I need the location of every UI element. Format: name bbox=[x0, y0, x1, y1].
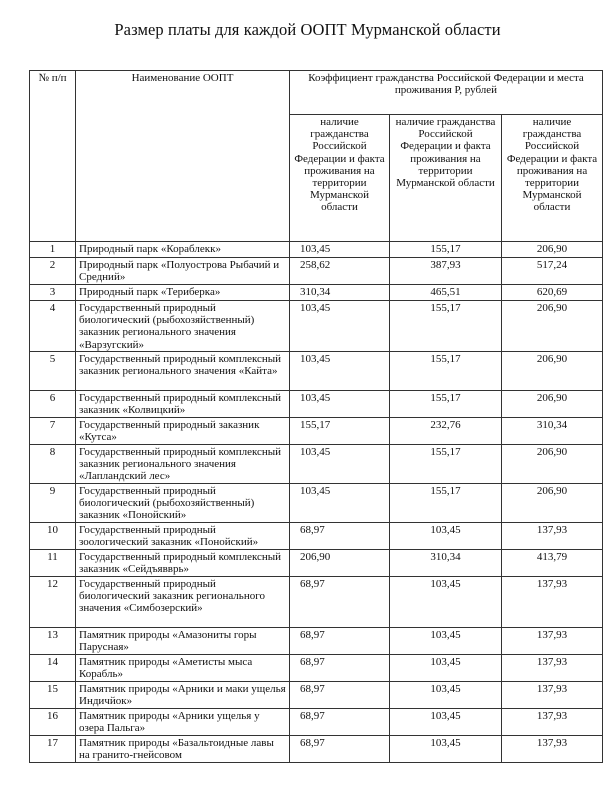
row-value-2: 387,93 bbox=[390, 258, 502, 285]
row-value-2: 103,45 bbox=[390, 682, 502, 709]
row-value-3: 137,93 bbox=[502, 523, 603, 550]
table-row bbox=[30, 352, 603, 391]
row-value-3: 206,90 bbox=[502, 242, 603, 258]
row-value-1: 310,34 bbox=[290, 285, 390, 301]
row-value-1: 68,97 bbox=[290, 628, 390, 655]
row-number: 8 bbox=[30, 445, 76, 484]
row-number: 17 bbox=[30, 736, 76, 763]
row-name: Памятник природы «Базальтоидные лавы на гранито-гнейсовом bbox=[76, 736, 290, 763]
row-name: Государственный природный биологический заказник регионального значения «Симбозерский» bbox=[76, 577, 290, 628]
row-value-1: 68,97 bbox=[290, 736, 390, 763]
row-name: Государственный природный комплексный заказник регионального значения «Лапландский лес» bbox=[76, 445, 290, 484]
header-col-3: наличие гражданства Российской Федерации и факта проживания на территории Мурманской области bbox=[502, 115, 603, 242]
table-row bbox=[30, 577, 603, 628]
table-row bbox=[30, 445, 603, 484]
row-value-3: 620,69 bbox=[502, 285, 603, 301]
row-name: Государственный природный комплексный заказник «Колвицкий» bbox=[76, 391, 290, 418]
row-value-1: 68,97 bbox=[290, 523, 390, 550]
row-value-3: 206,90 bbox=[502, 301, 603, 352]
table-row bbox=[30, 285, 603, 301]
fee-table bbox=[29, 70, 603, 763]
row-value-3: 206,90 bbox=[502, 484, 603, 523]
row-value-3: 137,93 bbox=[502, 682, 603, 709]
page-title: Размер платы для каждой ООПТ Мурманской области bbox=[114, 20, 501, 39]
header-number: № п/п bbox=[30, 71, 76, 242]
row-name: Государственный природный заказник «Кутса» bbox=[76, 418, 290, 445]
row-value-3: 517,24 bbox=[502, 258, 603, 285]
row-name: Памятник природы «Арники ущелья у озера Пальга» bbox=[76, 709, 290, 736]
row-value-1: 103,45 bbox=[290, 484, 390, 523]
row-value-2: 310,34 bbox=[390, 550, 502, 577]
row-value-3: 413,79 bbox=[502, 550, 603, 577]
row-number: 12 bbox=[30, 577, 76, 628]
row-value-2: 103,45 bbox=[390, 709, 502, 736]
table-row bbox=[30, 242, 603, 258]
table-row bbox=[30, 682, 603, 709]
row-number: 16 bbox=[30, 709, 76, 736]
row-value-1: 68,97 bbox=[290, 682, 390, 709]
row-value-3: 137,93 bbox=[502, 577, 603, 628]
row-value-1: 103,45 bbox=[290, 352, 390, 391]
row-value-3: 206,90 bbox=[502, 391, 603, 418]
table-row bbox=[30, 301, 603, 352]
row-name: Государственный природный биологический (рыбохозяйственный) заказник регионального значения «Варзугский» bbox=[76, 301, 290, 352]
row-value-2: 155,17 bbox=[390, 484, 502, 523]
row-number: 4 bbox=[30, 301, 76, 352]
row-value-2: 155,17 bbox=[390, 445, 502, 484]
row-number: 11 bbox=[30, 550, 76, 577]
row-number: 1 bbox=[30, 242, 76, 258]
row-value-2: 103,45 bbox=[390, 628, 502, 655]
table-row bbox=[30, 523, 603, 550]
row-number: 14 bbox=[30, 655, 76, 682]
row-number: 6 bbox=[30, 391, 76, 418]
row-name: Природный парк «Полуострова Рыбачий и Средний» bbox=[76, 258, 290, 285]
row-number: 9 bbox=[30, 484, 76, 523]
row-name: Государственный природный биологический (рыбохозяйственный) заказник «Понойский» bbox=[76, 484, 290, 523]
row-value-3: 137,93 bbox=[502, 709, 603, 736]
row-value-2: 103,45 bbox=[390, 577, 502, 628]
row-value-2: 232,76 bbox=[390, 418, 502, 445]
row-value-1: 206,90 bbox=[290, 550, 390, 577]
row-value-1: 103,45 bbox=[290, 301, 390, 352]
table-row bbox=[30, 736, 603, 763]
row-value-3: 206,90 bbox=[502, 445, 603, 484]
row-value-2: 103,45 bbox=[390, 523, 502, 550]
table-row bbox=[30, 484, 603, 523]
header-name: Наименование ООПТ bbox=[76, 71, 290, 242]
header-col-1: наличие гражданства Российской Федерации и факта проживания на территории Мурманской области bbox=[290, 115, 390, 242]
row-value-2: 155,17 bbox=[390, 242, 502, 258]
row-value-3: 310,34 bbox=[502, 418, 603, 445]
row-value-3: 137,93 bbox=[502, 628, 603, 655]
table-row bbox=[30, 655, 603, 682]
row-value-1: 68,97 bbox=[290, 655, 390, 682]
row-name: Государственный природный комплексный заказник регионального значения «Кайта» bbox=[76, 352, 290, 391]
row-name: Памятник природы «Амазониты горы Парусная» bbox=[76, 628, 290, 655]
row-name: Государственный природный зоологический заказник «Понойский» bbox=[76, 523, 290, 550]
row-value-1: 68,97 bbox=[290, 577, 390, 628]
table-row bbox=[30, 391, 603, 418]
row-name: Памятник природы «Аметисты мыса Корабль» bbox=[76, 655, 290, 682]
row-number: 2 bbox=[30, 258, 76, 285]
row-number: 7 bbox=[30, 418, 76, 445]
table-row bbox=[30, 628, 603, 655]
row-value-1: 103,45 bbox=[290, 242, 390, 258]
row-value-1: 103,45 bbox=[290, 445, 390, 484]
row-value-2: 155,17 bbox=[390, 352, 502, 391]
table-row bbox=[30, 258, 603, 285]
row-name: Природный парк «Териберка» bbox=[76, 285, 290, 301]
row-number: 13 bbox=[30, 628, 76, 655]
row-value-2: 103,45 bbox=[390, 736, 502, 763]
table-row bbox=[30, 709, 603, 736]
row-name: Природный парк «Кораблекк» bbox=[76, 242, 290, 258]
row-value-1: 155,17 bbox=[290, 418, 390, 445]
row-value-3: 137,93 bbox=[502, 736, 603, 763]
header-coefficient: Коэффициент гражданства Российской Федерации и места проживания Р, рублей bbox=[290, 71, 603, 115]
row-value-2: 155,17 bbox=[390, 301, 502, 352]
row-value-1: 258,62 bbox=[290, 258, 390, 285]
row-value-1: 68,97 bbox=[290, 709, 390, 736]
row-number: 5 bbox=[30, 352, 76, 391]
row-number: 15 bbox=[30, 682, 76, 709]
row-value-2: 465,51 bbox=[390, 285, 502, 301]
row-number: 10 bbox=[30, 523, 76, 550]
table-row bbox=[30, 418, 603, 445]
table-row bbox=[30, 550, 603, 577]
header-col-2: наличие гражданства Российской Федерации и факта проживания на территории Мурманской области bbox=[390, 115, 502, 242]
row-value-1: 103,45 bbox=[290, 391, 390, 418]
row-value-3: 206,90 bbox=[502, 352, 603, 391]
row-value-2: 103,45 bbox=[390, 655, 502, 682]
row-value-2: 155,17 bbox=[390, 391, 502, 418]
row-number: 3 bbox=[30, 285, 76, 301]
row-value-3: 137,93 bbox=[502, 655, 603, 682]
row-name: Памятник природы «Арники и маки ущелья Индичйок» bbox=[76, 682, 290, 709]
row-name: Государственный природный комплексный заказник «Сейдъявврь» bbox=[76, 550, 290, 577]
